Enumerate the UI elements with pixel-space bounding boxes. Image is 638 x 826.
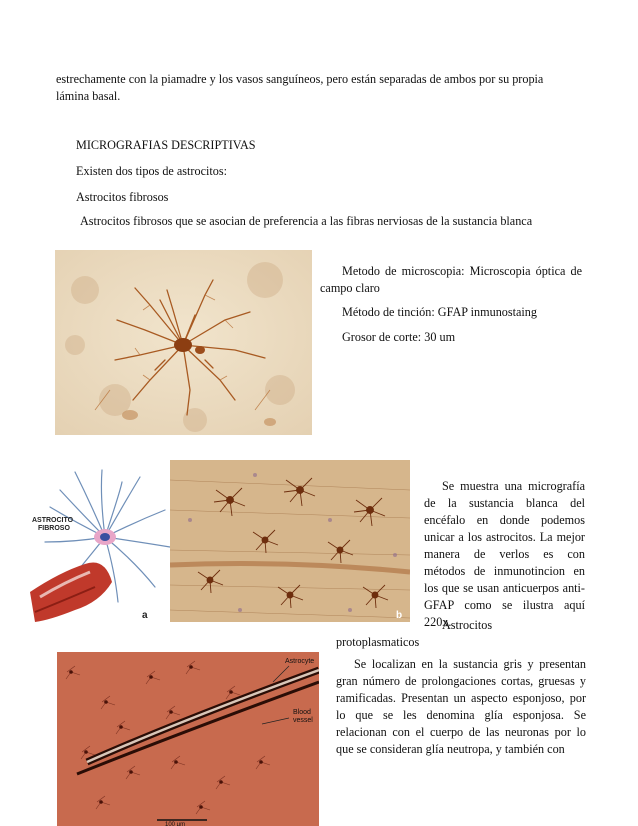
intro-line-2: lámina basal. bbox=[56, 89, 121, 103]
section-thickness: Grosor de corte: 30 um bbox=[342, 330, 456, 344]
astrocyte-label: Astrocyte bbox=[285, 658, 315, 665]
protoplasmic-title: Astrocitos protoplasmaticos bbox=[336, 618, 493, 649]
protoplasmic-description: Se localizan en la sustancia gris y presentan gran número de prolongaciones cortas, gruesas y ramificadas. Presentan un aspecto esponjoso, por lo que se les denomina glía esponjosa. Se relacionan con el cuerpo de las neuronas por lo que se consideran glía neutropa, y también con bbox=[336, 657, 586, 756]
blood-vessel-label-2: vessel bbox=[293, 717, 313, 724]
drawing-label-line2: FIBROSO bbox=[38, 525, 70, 532]
staining-method: Método de tinción: GFAP inmunostaing bbox=[342, 305, 537, 319]
microscopy-method: Metodo de microscopia: Microscopia óptica de campo claro bbox=[320, 264, 582, 295]
gray-matter-micrograph bbox=[57, 652, 319, 826]
figure2-caption: Se muestra una micrografía de la sustancia blanca del encéfalo en donde podemos unicar a los astrocitos. La mejor manera de verlos es con métodos de inmunotincion en los que se usan anticuerpos anti-GFAP como se ilustra aquí 220x. bbox=[424, 479, 585, 629]
fibrous-description: Astrocitos fibrosos que se asocian de preferencia a las fibras nerviosas de la sustancia blanca bbox=[80, 214, 533, 228]
fibrous-astrocyte-drawing bbox=[30, 462, 175, 622]
panel-a-label: a bbox=[142, 610, 148, 621]
drawing-label-line1: ASTROCITO bbox=[32, 517, 74, 524]
section-heading: MICROGRAFIAS DESCRIPTIVAS bbox=[76, 138, 256, 152]
fibrous-title: Astrocitos fibrosos bbox=[76, 190, 169, 204]
scale-bar-label: 100 µm bbox=[165, 822, 186, 826]
white-matter-micrograph bbox=[170, 460, 410, 622]
intro-line-1: estrechamente con la piamadre y los vasos sanguíneos, pero están separadas de ambos por su propia bbox=[56, 72, 544, 86]
fibrous-astrocyte-micrograph bbox=[55, 250, 312, 435]
types-intro: Existen dos tipos de astrocitos: bbox=[76, 164, 227, 178]
panel-b-label: b bbox=[396, 610, 403, 621]
blood-vessel-label-1: Blood bbox=[293, 709, 311, 716]
